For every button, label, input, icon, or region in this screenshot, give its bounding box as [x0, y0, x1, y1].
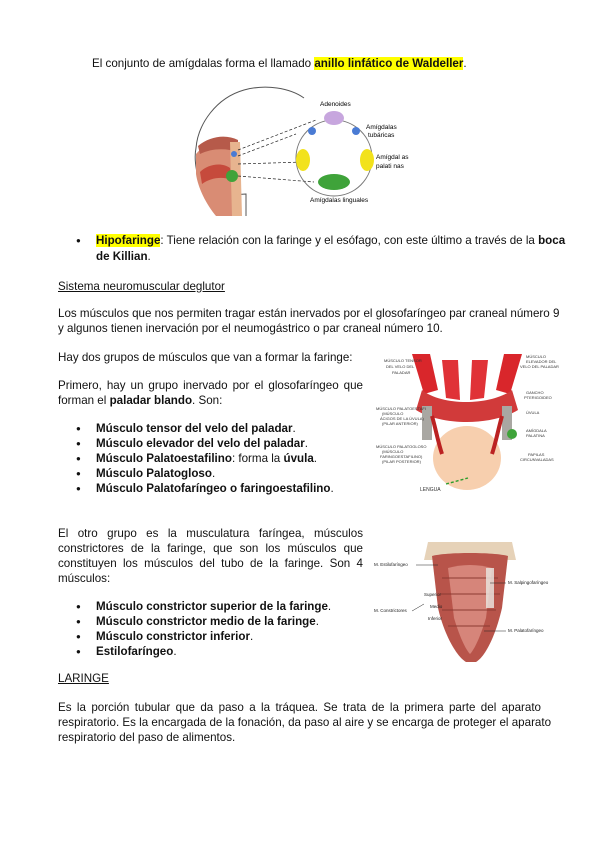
paragraph-line: Hay dos grupos de músculos que van a formar la faringe: — [58, 351, 353, 364]
label-medio: Medio — [430, 604, 443, 609]
label-gloso-3: FARINGOESTAFILINO) — [380, 454, 423, 459]
list-item-rest: . — [211, 467, 216, 480]
label-elevador-2: ELEVADOR DEL — [526, 359, 557, 364]
list-item-rest: . — [327, 600, 332, 613]
list-item-rest: . — [173, 645, 177, 658]
uvula-bold: úvula — [283, 452, 314, 465]
hipofaringe-text: : Tiene relación con la faringe y el esófago, con este último a través de la — [160, 234, 539, 247]
label-lengua: LENGUA — [420, 487, 441, 493]
paragraph-line: Los músculos que nos permiten tragar están inervados por el glosofaríngeo par craneal número 9 — [58, 307, 560, 320]
list-item-rest: . — [330, 482, 334, 495]
intro-suffix: . — [463, 57, 467, 70]
label-elevador-3: VELO DEL PALADAR — [520, 364, 559, 369]
list-item-rest: . — [292, 422, 296, 435]
waldeyer-ring-figure — [186, 84, 426, 216]
list-item — [76, 436, 334, 451]
muscle-list-palatal — [76, 421, 334, 496]
lingual-oval — [318, 174, 350, 190]
label-tensor-1: MÚSCULO TENSOR — [384, 358, 422, 363]
paragraph-line: respiratorio del paso de alimentos. — [58, 731, 236, 744]
label-gloso-1: MÚSCULO PALATOGLOSO — [376, 444, 427, 449]
palatina-left-oval — [296, 149, 310, 171]
tonsil-mark-green — [226, 170, 238, 182]
paragraph-line: constituyen los músculos del tubo de la faringe. Son 4 — [58, 557, 363, 570]
list-item-rest: : forma la — [231, 452, 284, 465]
list-item-rest: . — [304, 437, 308, 450]
palate-gray-left — [422, 406, 432, 440]
label-linguales: Amígdalas linguales — [310, 197, 369, 204]
list-item-bold: Músculo tensor del velo del paladar — [96, 422, 293, 435]
paragraph-line: Primero, hay un grupo inervado por el glosofaríngeo que — [58, 379, 363, 392]
list-item — [76, 233, 565, 265]
list-item-bold: Músculo constrictor inferior — [96, 630, 250, 643]
label-palatinas-2: palati nas — [376, 163, 404, 170]
list-item — [76, 644, 331, 659]
palatina-right-oval — [360, 149, 374, 171]
list-item — [76, 451, 334, 466]
laringe-heading: LARINGE — [58, 672, 109, 685]
list-item-rest: . — [249, 630, 254, 643]
list-item-rest: . — [313, 452, 317, 465]
label-estilofaringeo: M. Estilofaríngeo — [374, 562, 408, 567]
paragraph-line: músculos: — [58, 572, 111, 585]
label-papilas-2: CIRCUNVALADAS — [520, 457, 554, 462]
paladar-blando-bold: paladar blando — [109, 394, 193, 407]
label-gloso-2: (MÚSCULO — [382, 449, 404, 454]
label-palato-4: (PILAR ANTERIOR) — [382, 421, 418, 426]
label-gancho-1: GANCHO — [526, 390, 544, 395]
label-palato-3: ÁCIGOS DE LA ÚVULA) — [380, 416, 424, 421]
tubarica-left-dot — [308, 127, 316, 135]
list-item-rest: . — [315, 615, 319, 628]
label-amigdala-2: PALATINA — [526, 433, 545, 438]
list-item — [76, 481, 334, 496]
label-papilas-1: PAPILAS — [528, 452, 545, 457]
paragraph-line: y algunos tienen inervación por el neumogástrico o par craneal número 10. — [58, 322, 443, 335]
intro-text — [92, 56, 467, 71]
text-fragment: . Son: — [192, 394, 223, 407]
label-tensor-2: DEL VELO DEL — [386, 364, 415, 369]
label-gloso-4: (PILAR POSTERIOR) — [382, 459, 421, 464]
paragraph-line: Es la porción tubular que da paso a la tráquea. Se trata de la primera parte del aparato — [58, 701, 541, 714]
paragraph-line: El otro grupo es la musculatura faríngea, músculos — [58, 527, 363, 540]
list-item — [76, 614, 331, 629]
highlight-anillo-linfatico: anillo linfático de Waldeller — [314, 57, 464, 70]
label-palatofaringeo: M. Palatofaríngeo — [508, 628, 544, 633]
hipofaringe-term: Hipofaringe — [96, 234, 161, 247]
list-item-bold: Músculo constrictor superior de la faringe — [96, 600, 328, 613]
intro-prefix: El conjunto de amígdalas forma el llamado — [92, 57, 315, 70]
hipofaringe-list — [76, 233, 565, 265]
list-item-bold: Músculo elevador del velo del paladar — [96, 437, 305, 450]
label-constrictores: M. Constrictores — [374, 608, 407, 613]
list-item-bold: Estilofaríngeo — [96, 645, 174, 658]
paragraph-line: respiratorio. Es la encargada de la fonación, da paso al aire y se encarga de proteger el aparato — [58, 716, 552, 729]
tubarica-right-dot — [352, 127, 360, 135]
ligament-strip — [486, 568, 494, 608]
label-tensor-3: PALADAR — [392, 370, 411, 375]
text-fragment: forman el — [58, 394, 110, 407]
label-uvula: ÚVULA — [526, 410, 540, 415]
label-palato-2: (MÚSCULO — [382, 411, 404, 416]
list-item-bold: Músculo Palatogloso — [96, 467, 212, 480]
paragraph-line: constrictores de la faringe, que son los músculos que — [58, 542, 363, 555]
label-elevador-1: MÚSCULO — [526, 354, 547, 359]
label-superior: Superior — [424, 592, 442, 597]
amigdala-green-dot — [507, 429, 517, 439]
list-item — [76, 421, 334, 436]
label-palatinas-1: Amígdal as — [376, 154, 409, 161]
list-item — [76, 466, 334, 481]
adenoides-oval — [324, 111, 344, 125]
label-palato-1: MÚSCULO PALATOESTAFI — [376, 406, 426, 411]
connector-line — [238, 162, 304, 164]
label-salpingofaringeo: M. Salpingofaríngeo — [508, 580, 549, 585]
hipofaringe-end: . — [147, 250, 151, 263]
boca-bold: boca — [538, 234, 566, 247]
paragraph-line — [58, 393, 222, 408]
muscle-list-pharyngeal — [76, 599, 331, 659]
list-item — [76, 629, 331, 644]
section-heading-deglutor: Sistema neuromuscular deglutor — [58, 280, 225, 293]
label-tubaricas-1: Amígdalas — [366, 124, 397, 131]
list-item-bold: Músculo constrictor medio de la faringe — [96, 615, 316, 628]
soft-palate-figure — [372, 350, 559, 498]
label-inferior: Inferior — [428, 616, 443, 621]
label-gancho-2: PTERIGOIDEO — [524, 395, 552, 400]
killian-bold: de Killian — [96, 250, 148, 263]
label-amigdala-1: AMÍGDALA — [526, 428, 547, 433]
tongue-oval — [433, 426, 501, 490]
list-item — [76, 599, 331, 614]
connector-line — [238, 134, 296, 156]
list-item-bold: Músculo Palatoestafilino — [96, 452, 232, 465]
tonsil-mark-blue — [231, 151, 237, 157]
label-adenoides: Adenoides — [320, 101, 351, 108]
list-item-bold: Músculo Palatofaríngeo o faringoestafilino — [96, 482, 331, 495]
label-tubaricas-2: tubáricas — [368, 132, 395, 139]
pharynx-muscles-figure — [372, 538, 554, 666]
